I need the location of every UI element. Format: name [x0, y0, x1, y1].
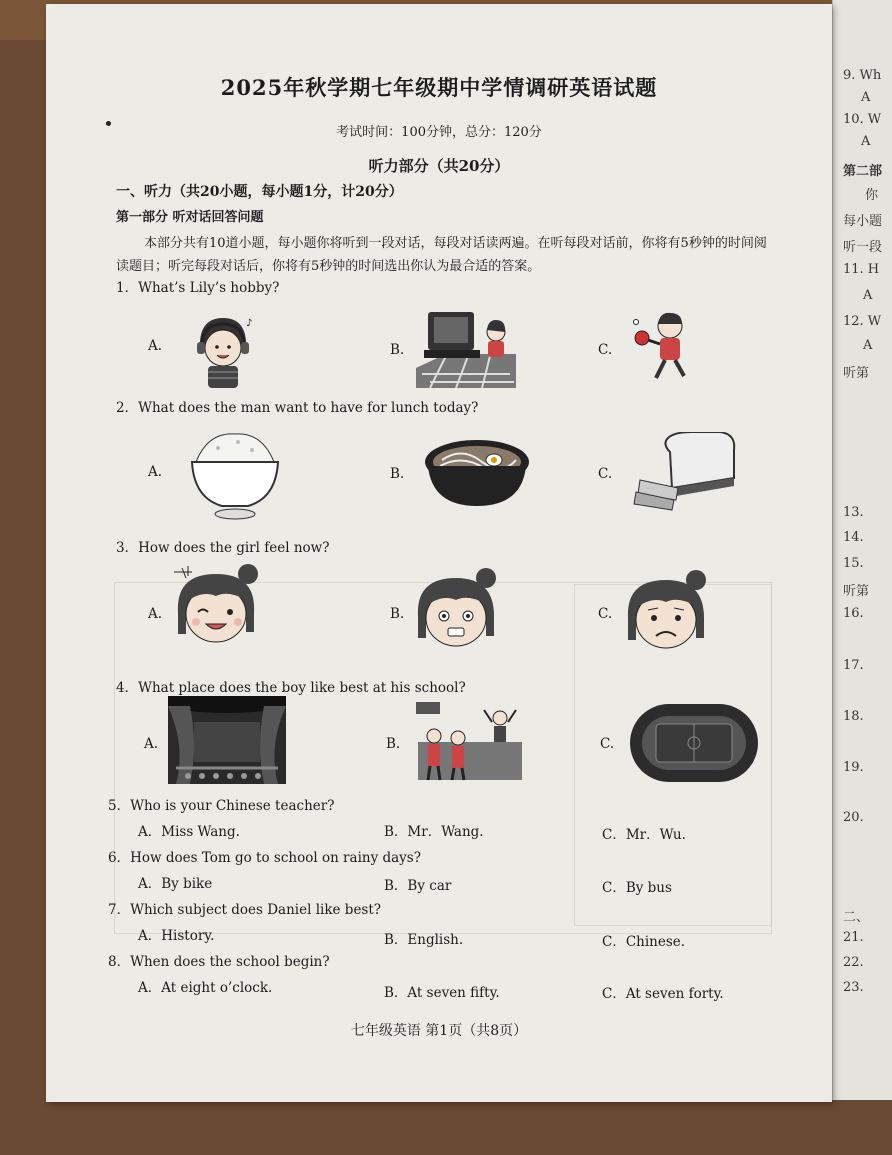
svg-text:♪: ♪: [246, 318, 253, 329]
exam-info: 考试时间：100分钟，总分：120分: [336, 125, 542, 140]
boy-ping-pong-picture: [632, 308, 702, 384]
fragment: A: [861, 90, 871, 105]
question-3: [116, 536, 329, 556]
fragment: A: [863, 288, 873, 303]
instructions: 本部分共有10道小题，每小题你将听到一段对话，每段对话读两遍。在听每段对话前，你将有5秒钟的时间阅读题目；听完每段对话后，你将有5秒钟的时间选出你认为最合适的答案。: [116, 236, 767, 274]
option-b[interactable]: B．Mr．Wang.: [384, 824, 484, 840]
option-b[interactable]: B．At seven fifty.: [384, 985, 500, 1001]
girl-sad-face-picture: [622, 568, 712, 652]
option-a[interactable]: A．History.: [138, 928, 215, 944]
option-label[interactable]: A.: [148, 464, 163, 480]
question-number: 7．: [108, 902, 131, 918]
fragment: 每小题: [843, 214, 883, 229]
option-b[interactable]: B．By car: [384, 878, 452, 894]
option-label[interactable]: A.: [148, 338, 163, 354]
option-label[interactable]: B.: [390, 466, 405, 482]
part1-heading: 第一部分 听对话回答问题: [116, 210, 264, 225]
option-a[interactable]: A．Miss Wang.: [138, 824, 240, 840]
fragment: A: [861, 134, 871, 149]
girl-scared-face-picture: [412, 566, 502, 650]
option-label[interactable]: C.: [600, 736, 615, 752]
option-label[interactable]: C.: [598, 342, 613, 358]
fragment: A: [863, 338, 873, 353]
question-number: 4．: [116, 680, 139, 696]
question-text: Which subject does Daniel like best?: [130, 902, 382, 918]
fragment: 第二部: [843, 164, 883, 179]
fragment: 20.: [843, 810, 864, 825]
option-label[interactable]: B.: [386, 736, 401, 752]
question-text: What’s Lily’s hobby?: [138, 280, 280, 296]
fragment: 听一段: [843, 240, 883, 255]
fragment: 15.: [843, 556, 864, 571]
fragment: 16.: [843, 606, 864, 621]
theater-stage-picture: [168, 696, 286, 784]
girl-happy-face-picture: [172, 562, 264, 648]
fragment: 17.: [843, 658, 864, 673]
girl-watching-tv-picture: [416, 308, 518, 388]
question-number: 8．: [108, 954, 131, 970]
fragment: 18.: [843, 709, 864, 724]
part-heading: 一、听力（共20小题，每小题1分，计20分）: [116, 184, 403, 200]
fragment: 13.: [843, 505, 864, 520]
option-label[interactable]: C.: [598, 606, 613, 622]
question-8: [108, 950, 330, 970]
question-number: 1．: [116, 280, 139, 296]
fragment: 你: [865, 188, 879, 203]
question-number: 5．: [108, 798, 131, 814]
option-c[interactable]: C．By bus: [602, 880, 672, 896]
question-number: 2．: [116, 400, 139, 416]
question-text: How does Tom go to school on rainy days?: [130, 850, 421, 866]
fragment: 12. W: [843, 314, 882, 329]
question-text: What place does the boy like best at his school?: [138, 680, 466, 696]
fragment: 14.: [843, 530, 864, 545]
option-c[interactable]: C．Mr．Wu.: [602, 827, 686, 843]
option-a[interactable]: A．By bike: [138, 876, 213, 892]
fragment: 19.: [843, 760, 864, 775]
loaf-of-bread-picture: [632, 432, 738, 512]
question-text: How does the girl feel now?: [138, 540, 330, 556]
question-text: What does the man want to have for lunch today?: [138, 400, 479, 416]
playground-track-picture: [628, 702, 760, 784]
question-number: 3．: [116, 540, 139, 556]
option-label[interactable]: A.: [148, 606, 163, 622]
next-exam-page-edge: [832, 0, 892, 1100]
page-footer: 七年级英语 第1页（共8页）: [350, 1023, 528, 1039]
option-c[interactable]: C．At seven forty.: [602, 986, 724, 1002]
option-c[interactable]: C．Chinese.: [602, 934, 686, 950]
fragment: 21.: [843, 930, 864, 945]
fragment: 听第: [843, 584, 870, 599]
option-b[interactable]: B．English.: [384, 932, 464, 948]
option-label[interactable]: A.: [144, 736, 159, 752]
fragment: 23.: [843, 980, 864, 995]
bowl-of-rice-picture: [188, 428, 282, 520]
fragment: 22.: [843, 955, 864, 970]
section-heading: 听力部分（共20分）: [368, 157, 510, 175]
option-label[interactable]: B.: [390, 342, 405, 358]
music-room-picture: [412, 702, 526, 782]
exam-title: 2025年秋学期七年级期中学情调研英语试题: [220, 75, 658, 100]
question-1: [116, 276, 279, 296]
option-label[interactable]: C.: [598, 466, 613, 482]
fragment: 听第: [843, 366, 870, 381]
question-4: [116, 676, 466, 696]
fragment: 9. Wh: [843, 68, 882, 83]
question-text: When does the school begin?: [130, 954, 330, 970]
question-number: 6．: [108, 850, 131, 866]
question-text: Who is your Chinese teacher?: [130, 798, 335, 814]
question-5: [108, 794, 334, 814]
option-a[interactable]: A．At eight o’clock.: [138, 980, 273, 996]
fragment: 二、: [843, 910, 870, 925]
question-2: [116, 396, 478, 416]
question-7: [108, 898, 381, 918]
question-6: [108, 846, 421, 866]
exam-paper-page: [46, 4, 832, 1102]
fragment: 11. H: [843, 262, 880, 277]
fragment: 10. W: [843, 112, 882, 127]
option-label[interactable]: B.: [390, 606, 405, 622]
girl-headphones-picture: [188, 310, 258, 390]
bowl-of-noodles-picture: [422, 436, 532, 510]
